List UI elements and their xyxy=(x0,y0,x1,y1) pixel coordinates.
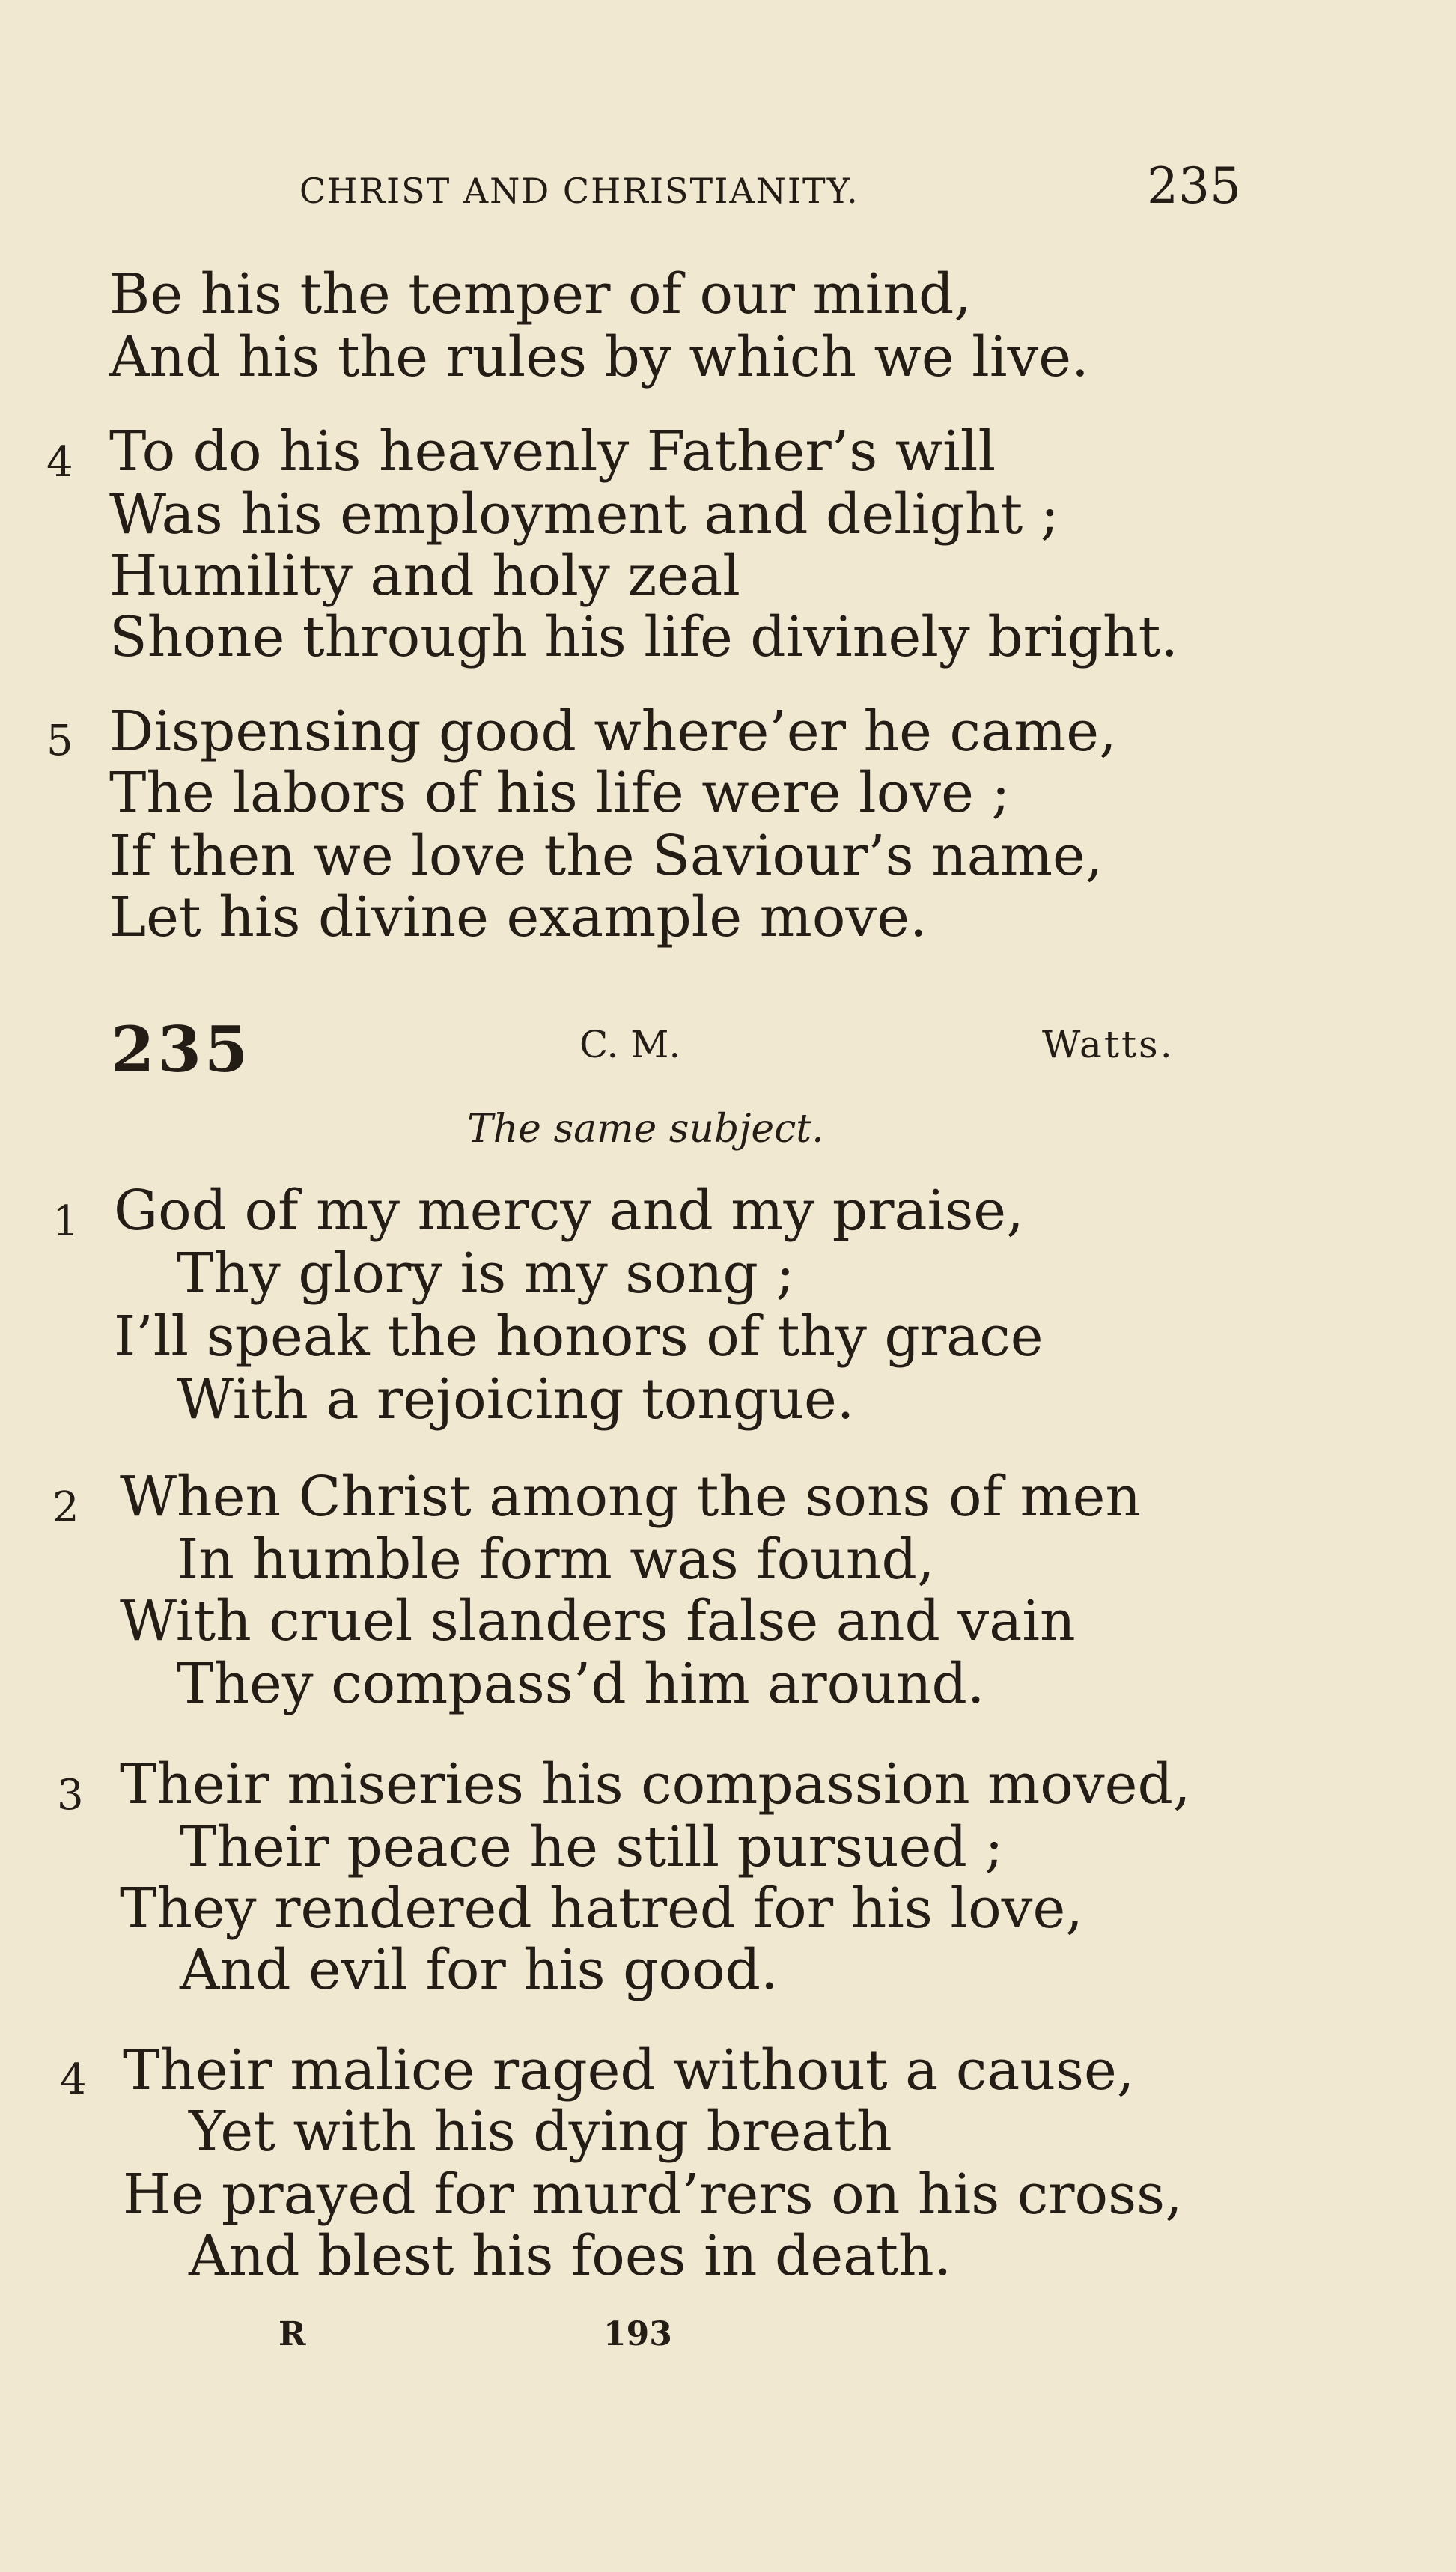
verse-line: Their malice raged without a cause, xyxy=(123,2038,1135,2103)
hymn-author: Watts. xyxy=(1042,1023,1175,1066)
verse-line: To do his heavenly Father’s will xyxy=(109,419,996,484)
verse-line: God of my mercy and my praise, xyxy=(114,1179,1024,1243)
footer-page-number: 193 xyxy=(603,2315,672,2353)
verse-line: And blest his foes in death. xyxy=(189,2224,952,2288)
hymn-number: 235 xyxy=(111,1012,252,1086)
verse-line: Thy glory is my song ; xyxy=(177,1241,795,1306)
hymn-subject: The same subject. xyxy=(467,1107,824,1152)
hymn-meter: C. M. xyxy=(579,1023,681,1066)
verse-line: With cruel slanders false and vain xyxy=(120,1589,1076,1653)
stanza-number: 4 xyxy=(46,438,73,487)
verse-line: If then we love the Saviour’s name, xyxy=(109,824,1103,888)
verse-line: In humble form was found, xyxy=(177,1527,935,1592)
verse-line: Let his divine example move. xyxy=(109,885,927,949)
verse-line: Their peace he still pursued ; xyxy=(180,1815,1004,1879)
stanza-number: 5 xyxy=(46,717,73,765)
signature-mark: R xyxy=(278,2315,306,2353)
verse-line: They rendered hatred for his love, xyxy=(120,1876,1083,1941)
verse-line: Yet with his dying breath xyxy=(189,2100,892,2164)
stanza-number: 3 xyxy=(57,1771,84,1819)
stanza-number: 1 xyxy=(52,1197,79,1246)
verse-line: With a rejoicing tongue. xyxy=(177,1367,855,1432)
verse-line: When Christ among the sons of men xyxy=(120,1465,1142,1529)
verse-line: Dispensing good where’er he came, xyxy=(109,699,1117,764)
verse-line: And evil for his good. xyxy=(180,1938,779,2002)
verse-line: Humility and holy zeal xyxy=(109,544,740,608)
verse-line: Shone through his life divinely bright. xyxy=(109,605,1178,669)
verse-line: They compass’d him around. xyxy=(177,1652,985,1716)
stanza-number: 4 xyxy=(60,2055,87,2104)
stanza-number: 2 xyxy=(52,1483,79,1532)
verse-line: Was his employment and delight ; xyxy=(109,482,1059,547)
verse-line: And his the rules by which we live. xyxy=(109,325,1089,389)
verse-line: I’ll speak the honors of thy grace xyxy=(114,1304,1044,1369)
verse-line: The labors of his life were love ; xyxy=(109,761,1011,825)
running-header-title: CHRIST AND CHRISTIANITY. xyxy=(299,171,859,211)
running-header-page-number: 235 xyxy=(1147,157,1241,215)
verse-line: Be his the temper of our mind, xyxy=(109,262,972,326)
verse-line: Their miseries his compassion moved, xyxy=(120,1752,1191,1816)
verse-line: He prayed for murd’rers on his cross, xyxy=(123,2162,1183,2227)
